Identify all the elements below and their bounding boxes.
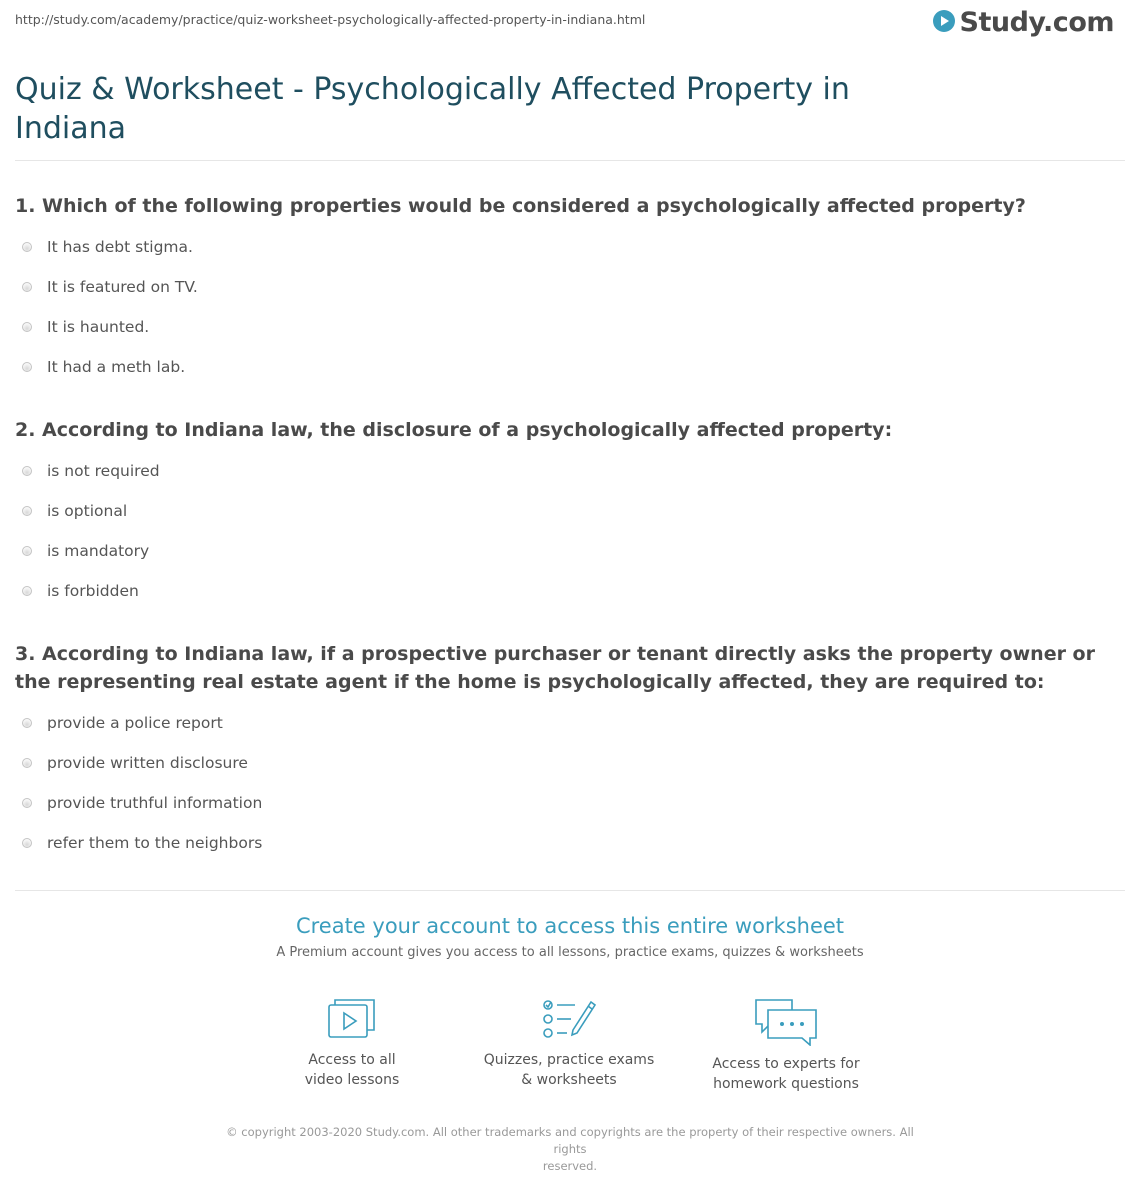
- question-1-options: [22, 227, 198, 387]
- radio-button[interactable]: [22, 362, 32, 372]
- question-3-options: [22, 703, 262, 863]
- feature-label-line2: video lessons: [304, 1072, 400, 1088]
- option-label: provide a police report: [47, 714, 223, 732]
- option-label: It has debt stigma.: [47, 238, 193, 256]
- radio-button[interactable]: [22, 718, 32, 728]
- answer-option[interactable]: [22, 307, 198, 347]
- cta-divider: [15, 890, 1125, 891]
- option-label: refer them to the neighbors: [47, 834, 263, 852]
- play-logo-icon: [932, 9, 956, 37]
- create-account-link[interactable]: Create your account to access this entire worksheet: [295, 914, 845, 938]
- feature-label-line1: Access to experts for: [712, 1056, 860, 1072]
- answer-option[interactable]: [22, 267, 198, 307]
- radio-button[interactable]: [22, 586, 32, 596]
- option-label: provide truthful information: [47, 794, 263, 812]
- option-label: is mandatory: [47, 542, 150, 560]
- question-2-options: [22, 451, 160, 611]
- radio-button[interactable]: [22, 838, 32, 848]
- feature-label-line2: homework questions: [713, 1076, 859, 1092]
- answer-option[interactable]: [22, 823, 262, 863]
- feature-label-line2: & worksheets: [521, 1072, 617, 1088]
- answer-option[interactable]: [22, 451, 160, 491]
- feature-video-lessons: [252, 996, 452, 1090]
- radio-button[interactable]: [22, 798, 32, 808]
- chat-bubbles-icon: [686, 996, 886, 1046]
- radio-button[interactable]: [22, 546, 32, 556]
- option-label: It is featured on TV.: [47, 278, 198, 296]
- answer-option[interactable]: [22, 491, 160, 531]
- copyright-line1: © copyright 2003-2020 Study.com. All other trademarks and copyrights are the property of their respective owners. All rights: [226, 1125, 914, 1156]
- radio-button[interactable]: [22, 466, 32, 476]
- answer-option[interactable]: [22, 347, 198, 387]
- question-3-text: 3. According to Indiana law, if a prospective purchaser or tenant directly asks the property owner or the representing real estate agent if the home is psychologically affected, they are required to:: [15, 643, 1095, 693]
- feature-experts: [686, 996, 886, 1094]
- copyright-notice: [210, 1124, 930, 1175]
- quiz-checklist-icon: [469, 996, 669, 1042]
- title-divider: [15, 160, 1125, 161]
- radio-button[interactable]: [22, 282, 32, 292]
- answer-option[interactable]: [22, 571, 160, 611]
- page-title: Quiz & Worksheet - Psychologically Affected Property in Indiana: [15, 72, 850, 146]
- answer-option[interactable]: [22, 743, 262, 783]
- option-label: provide written disclosure: [47, 754, 248, 772]
- option-label: is forbidden: [47, 582, 139, 600]
- video-lesson-icon: [252, 996, 452, 1042]
- copyright-line2: reserved.: [542, 1159, 598, 1173]
- option-label: is optional: [47, 502, 128, 520]
- study-logo[interactable]: [932, 7, 1114, 38]
- answer-option[interactable]: [22, 531, 160, 571]
- answer-option[interactable]: [22, 703, 262, 743]
- page-url: http://study.com/academy/practice/quiz-worksheet-psychologically-affected-property-in-indiana.html: [15, 12, 646, 27]
- feature-label-line1: Access to all: [308, 1052, 396, 1068]
- radio-button[interactable]: [22, 758, 32, 768]
- logo-text: Study.com: [959, 7, 1114, 38]
- answer-option[interactable]: [22, 783, 262, 823]
- question-1-text: 1. Which of the following properties would be considered a psychologically affected property?: [15, 195, 1026, 217]
- radio-button[interactable]: [22, 322, 32, 332]
- question-2-text: 2. According to Indiana law, the disclosure of a psychologically affected property:: [15, 419, 893, 441]
- option-label: It is haunted.: [47, 318, 150, 336]
- radio-button[interactable]: [22, 242, 32, 252]
- feature-quizzes: [469, 996, 669, 1090]
- radio-button[interactable]: [22, 506, 32, 516]
- option-label: It had a meth lab.: [47, 358, 186, 376]
- option-label: is not required: [47, 462, 160, 480]
- answer-option[interactable]: [22, 227, 198, 267]
- cta-subtitle: A Premium account gives you access to all lessons, practice exams, quizzes & worksheets: [276, 945, 864, 960]
- feature-label-line1: Quizzes, practice exams: [483, 1052, 655, 1068]
